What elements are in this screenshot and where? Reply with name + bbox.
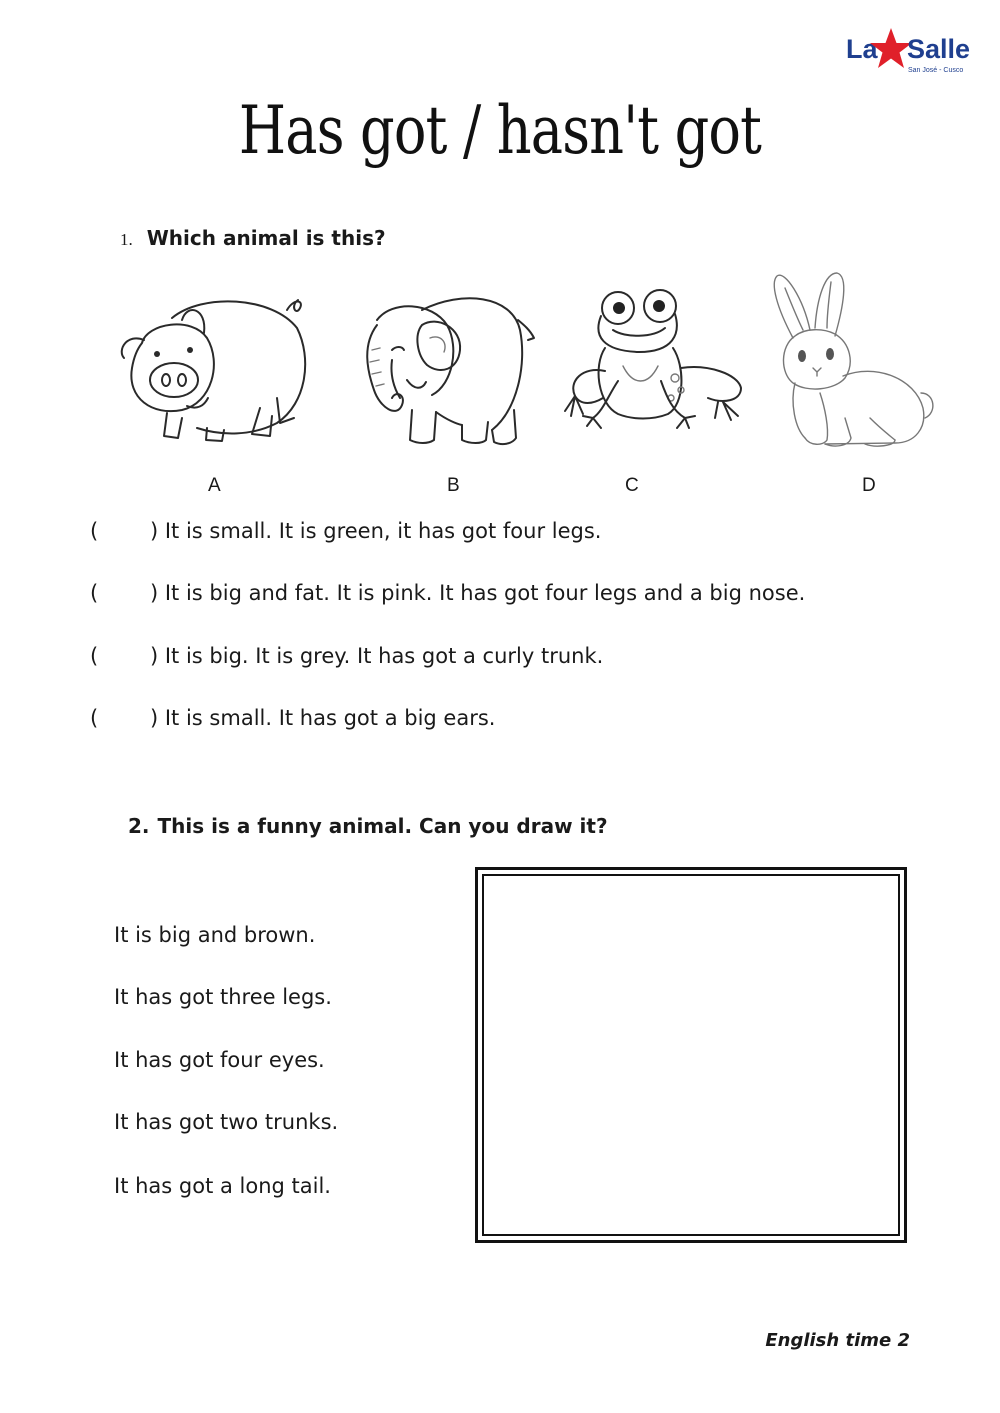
sentence-item xyxy=(90,519,601,543)
sentence-text: ) It is big and fat. It is pink. It has got four legs and a big nose. xyxy=(150,581,806,605)
image-label-a: A xyxy=(208,475,221,496)
question-1-heading xyxy=(120,226,386,250)
image-label-c: C xyxy=(625,475,639,496)
page-title: Has got / hasn't got xyxy=(238,92,762,169)
drawing-box[interactable] xyxy=(475,867,907,1243)
sentence-text: ) It is small. It is green, it has got four legs. xyxy=(150,519,602,543)
sentence-item xyxy=(90,581,805,605)
description-line: It is big and brown. xyxy=(114,923,316,947)
sentence-item xyxy=(90,644,603,668)
drawing-box-inner-border xyxy=(482,874,900,1236)
description-line: It has got two trunks. xyxy=(114,1110,339,1134)
pig-icon xyxy=(112,288,312,448)
sentence-item xyxy=(90,706,495,730)
school-logo xyxy=(843,26,973,78)
image-label-b: B xyxy=(447,475,460,496)
logo-text-la: La xyxy=(846,34,878,64)
description-line: It has got three legs. xyxy=(114,985,332,1009)
question-text: This is a funny animal. Can you draw it? xyxy=(157,814,608,838)
frog-icon xyxy=(563,286,748,446)
question-2-heading xyxy=(120,814,608,838)
footer-label: English time 2 xyxy=(765,1330,910,1351)
answer-blank[interactable]: ( xyxy=(90,519,99,543)
description-line: It has got a long tail. xyxy=(114,1174,331,1198)
question-number: 2. xyxy=(128,814,150,838)
logo-subtitle: San José - Cusco xyxy=(908,67,964,74)
description-line: It has got four eyes. xyxy=(114,1048,325,1072)
elephant-icon xyxy=(352,290,537,450)
rabbit-icon xyxy=(765,268,940,453)
image-label-d: D xyxy=(862,475,876,496)
logo-text-salle: Salle xyxy=(907,34,971,64)
question-text: Which animal is this? xyxy=(146,226,386,250)
answer-blank[interactable]: ( xyxy=(90,581,99,605)
answer-blank[interactable]: ( xyxy=(90,644,99,668)
sentence-text: ) It is big. It is grey. It has got a curly trunk. xyxy=(150,644,604,668)
answer-blank[interactable]: ( xyxy=(90,706,99,730)
question-number: 1. xyxy=(120,230,133,249)
sentence-text: ) It is small. It has got a big ears. xyxy=(150,706,496,730)
